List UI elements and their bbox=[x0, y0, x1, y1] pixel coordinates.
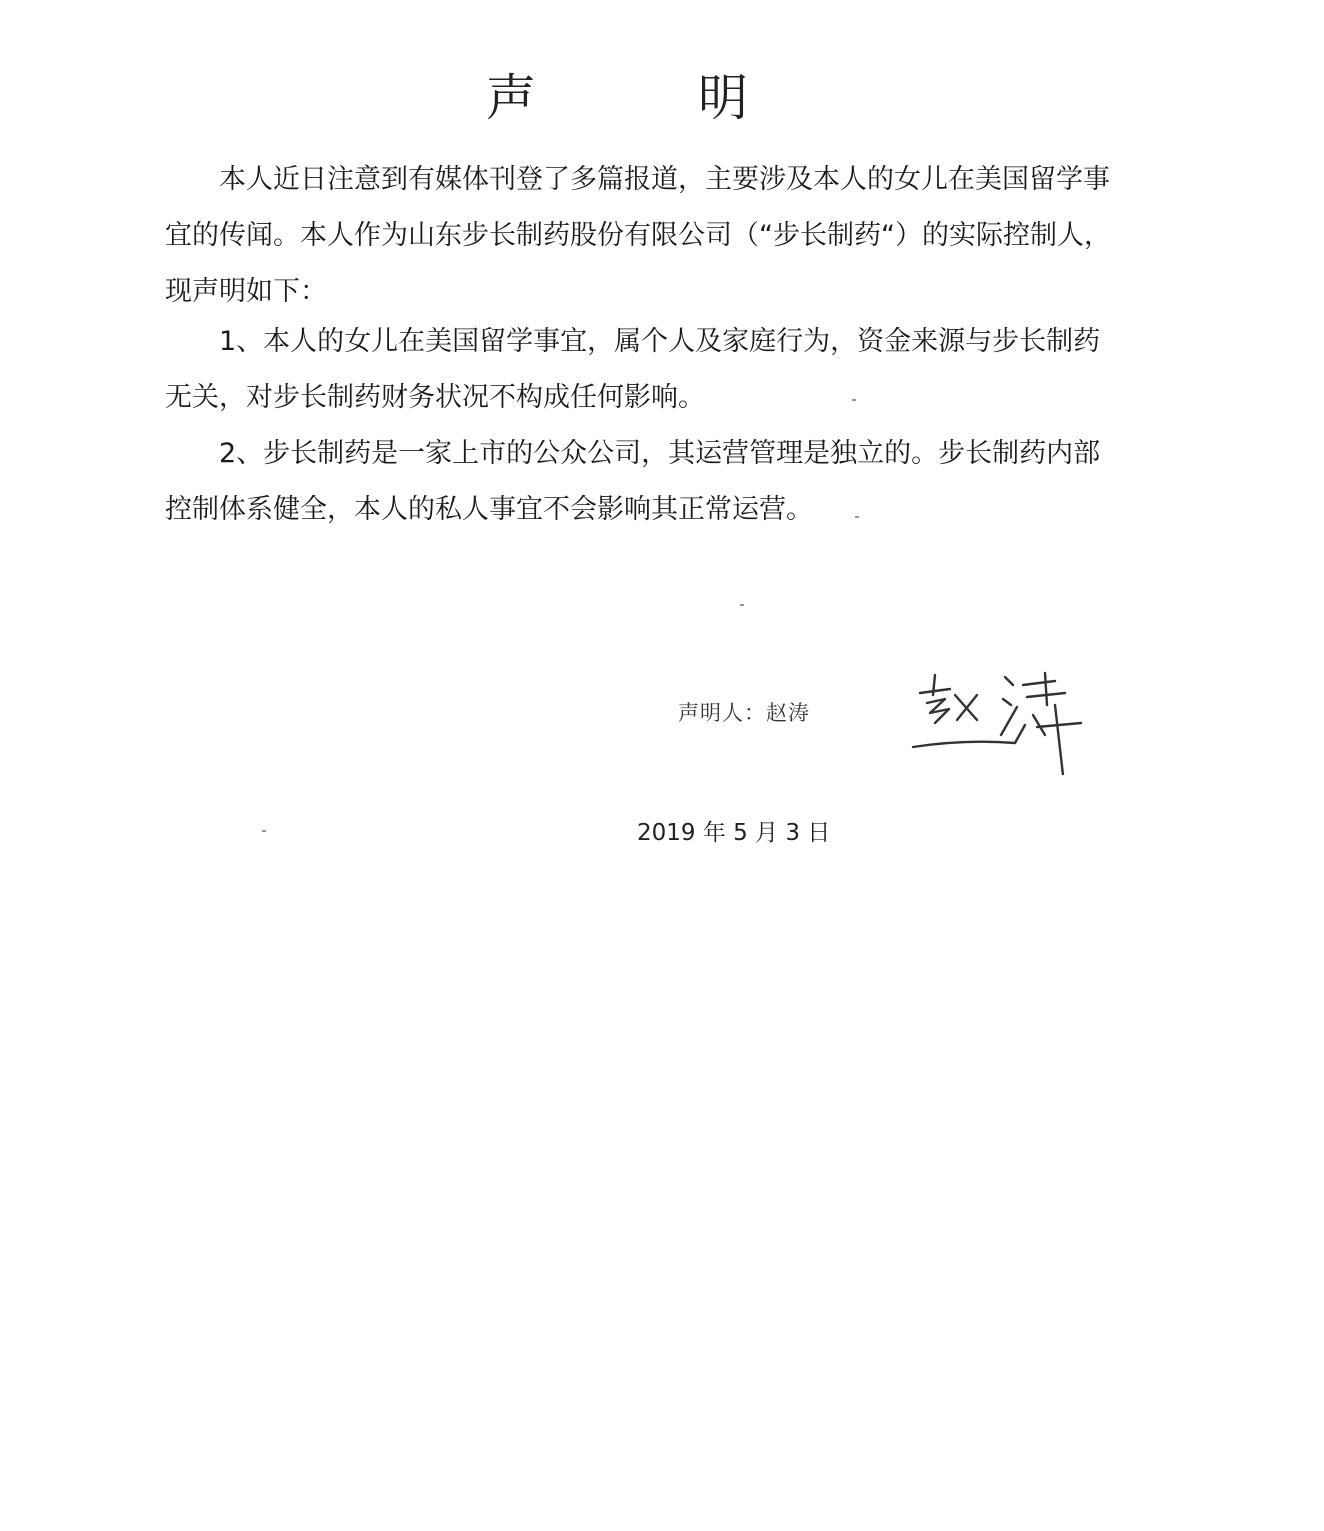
scan-speck bbox=[740, 604, 744, 606]
page-title: 声 明 bbox=[486, 69, 804, 127]
scan-speck bbox=[855, 516, 859, 518]
statement-item-1: 1、本人的女儿在美国留学事宜，属个人及家庭行为，资金来源与步长制药无关，对步长制药财务状况不构成任何影响。 bbox=[165, 326, 1101, 413]
date-line: 2019 年 5 月 3 日 bbox=[637, 820, 831, 846]
intro-paragraph: 本人近日注意到有媒体刊登了多篇报道，主要涉及本人的女儿在美国留学事宜的传闻。本人作为山东步长制药股份有限公司（“步长制药“）的实际控制人，现声明如下： bbox=[165, 164, 1111, 307]
scan-speck bbox=[262, 830, 266, 832]
scan-speck bbox=[852, 399, 856, 401]
signer-label: 声明人：赵涛 bbox=[678, 701, 810, 725]
handwritten-signature-icon bbox=[905, 665, 1095, 775]
statement-item-2: 2、步长制药是一家上市的公众公司，其运营管理是独立的。步长制药内部控制体系健全，本人的私人事宜不会影响其正常运营。 bbox=[165, 438, 1101, 525]
